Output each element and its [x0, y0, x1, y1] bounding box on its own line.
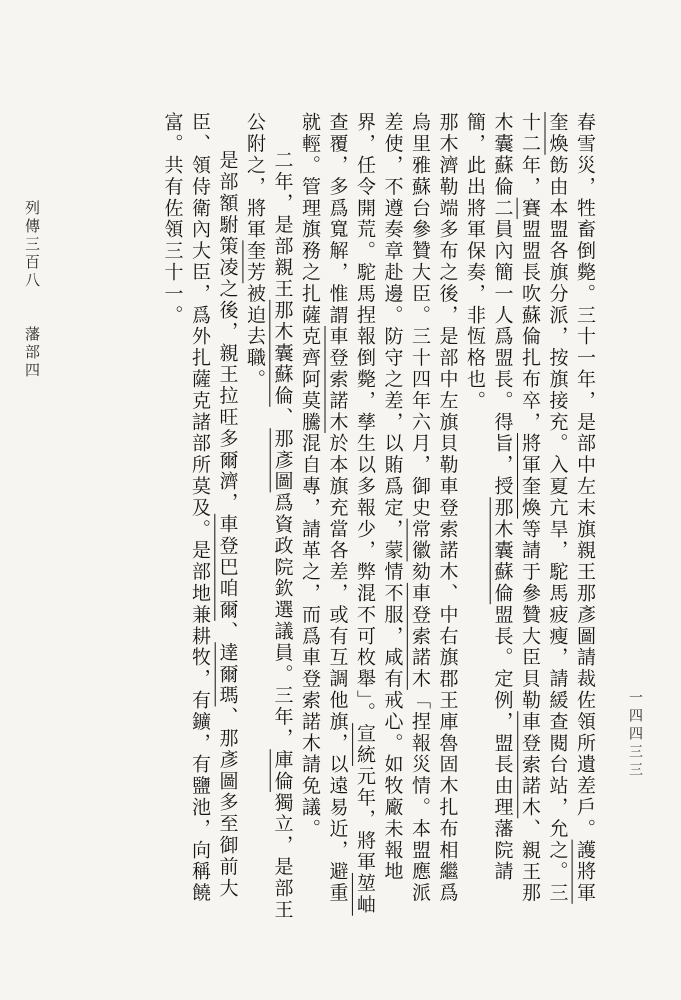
proper-name-mark: 那木囊蘇倫	[491, 497, 514, 605]
text-run: 春雪災，牲畜倒斃。三十一年，是部中左末旗親王那彥圖請裁佐領所遺差戶。	[574, 112, 596, 840]
text-run: 查覆，多爲寬解，惟謂	[326, 112, 349, 326]
proper-name-mark: 常徽	[409, 518, 431, 562]
proper-name-mark: 車登巴咱爾	[216, 513, 239, 621]
proper-name-mark: 奎芳	[244, 240, 266, 284]
text-run: 元年，將軍	[354, 765, 376, 873]
proper-name-mark: 車登索諾木	[519, 711, 541, 819]
text-run: 被迫去職。	[244, 283, 266, 391]
proper-name-mark: 車登索諾木	[326, 326, 349, 433]
paragraph-1	[461, 112, 599, 922]
proper-name-mark: 將軍奎煥	[519, 433, 541, 519]
text-run: 爲資政院欽選議員。三年，	[271, 492, 294, 750]
proper-name-mark: 庫倫	[271, 749, 294, 793]
paragraph-3	[241, 112, 296, 922]
proper-name-mark: 車登索諾木	[409, 582, 431, 690]
proper-name-mark: 護將軍奎煥	[546, 112, 596, 904]
text-run: 等請于參贊大臣貝勒	[519, 518, 541, 712]
text-run: 、親王那木囊蘇倫二員內簡一人爲盟長。得旨，授	[491, 112, 541, 904]
proper-name-mark: 那彥圖	[271, 428, 294, 493]
running-head	[22, 200, 43, 380]
text-run: 劾	[409, 561, 431, 583]
text-run: 、	[271, 406, 294, 429]
page-number: 一四四三三	[627, 690, 643, 780]
text-run: 、那彥圖多至御前大臣、領侍衛內大臣，爲外扎薩克諸部所莫及。是部地兼耕牧，有鑛，有鹽池，向稱饒富。共有佐領三十一。	[161, 112, 239, 904]
body-text	[78, 112, 598, 922]
proper-name-mark: 宣統	[354, 723, 376, 766]
paragraph-4	[158, 112, 241, 922]
text-run: 飭由本盟各旗分派，按旗接充。入夏亢旱，駝馬疲瘦，請緩查閱台站，允之。三十二年，	[519, 112, 569, 904]
text-run: 那木濟勒端多布之後，是部中左旗貝勒車登索諾木、中右旗郡王庫魯固木扎布相繼爲烏里雅蘇台參贊大臣。三十四年六月，御史	[409, 112, 459, 904]
paragraph-2	[296, 112, 461, 922]
text-run: 「捏報災情。本盟應派差使，不遵奏章赴邊。防守之差，以賄爲定，蒙情不服，咸有戒心。如牧廠未報地界，任令開荒。駝馬捏報倒斃，孳生以多報少，弊混不可枚舉」。	[354, 112, 431, 904]
proper-name-mark: 賽	[519, 197, 541, 220]
chapter-title: 列傳三百八	[23, 200, 41, 290]
text-run: 盟長。定例，盟長由理藩院請簡，此出將軍保奏，非恆格也。	[464, 112, 514, 883]
proper-name-mark: 堃岫	[354, 872, 376, 916]
text-run: 於本旗充當各差，或有互調他旗，以遠易近，避重就輕。管理旗務之扎薩克齊阿莫騰混自專，請革之，而爲車登索諾木請免議。	[299, 112, 349, 904]
text-run: 二年，是部親王	[271, 150, 294, 300]
section-title: 藩部四	[23, 325, 41, 380]
proper-name-mark: 達爾瑪	[216, 642, 239, 707]
text-run: 是部額駙策凌之後，親王拉旺多爾濟，	[216, 150, 239, 514]
text-run: 、	[216, 620, 239, 643]
text-run: 獨立，是部王公附之，將軍	[244, 112, 294, 921]
proper-name-mark: 那木囊蘇倫	[271, 299, 294, 407]
text-run: 盟盟長吹蘇倫扎布卒，	[519, 219, 541, 434]
